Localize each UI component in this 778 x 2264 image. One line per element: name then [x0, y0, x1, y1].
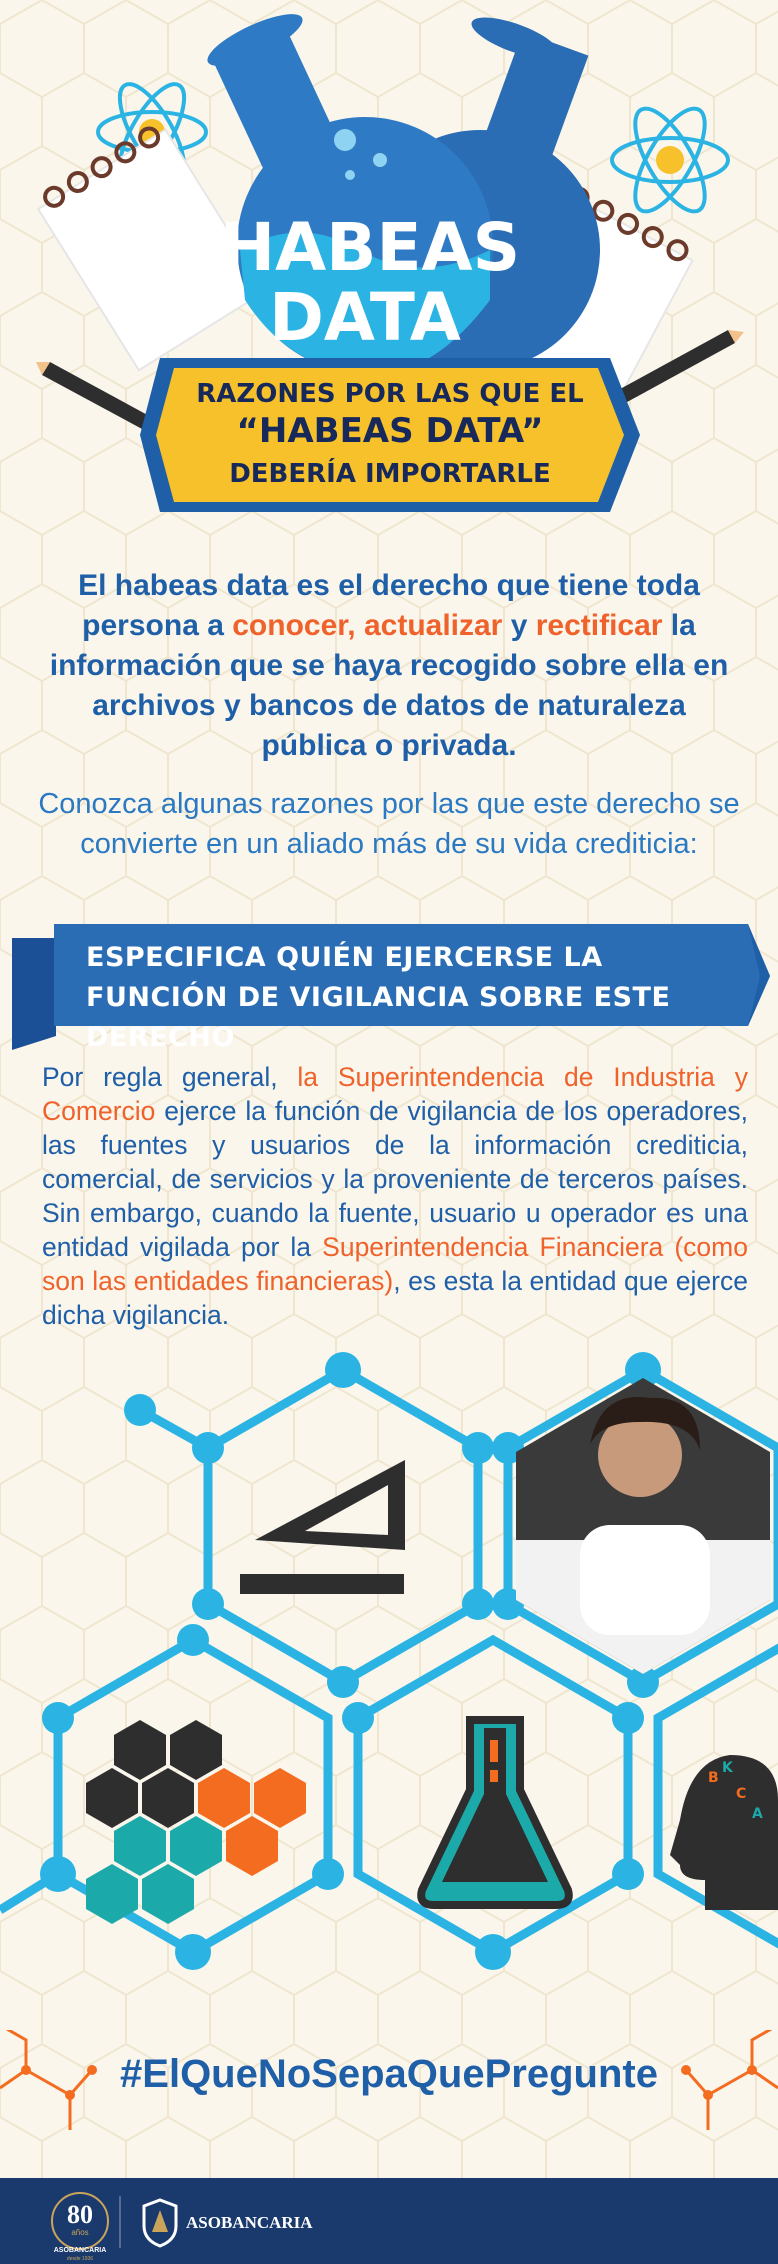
body-highlight2: Superintendencia Financiera (como son las entidades financieras) — [42, 1232, 748, 1296]
hero-title-line1: HABEAS — [219, 209, 521, 286]
intro-paragraph — [40, 566, 738, 766]
ribbon-line3: DEBERÍA IMPORTARLE — [229, 459, 551, 489]
atom-icon — [612, 99, 728, 221]
intro-highlight1: conocer, actualizar — [232, 609, 503, 642]
ribbon-line1: RAZONES POR LAS QUE EL — [196, 379, 584, 409]
anniversary-org: ASOBANCARIA — [53, 2247, 107, 2254]
svg-text:C: C — [736, 1786, 747, 1802]
body-part3: , es esta la entidad que ejerce dicha vigilancia. — [42, 1266, 748, 1330]
intro-secondary-paragraph: Conozca algunas razones por las que este derecho se convierte en un aliado más de su vida crediticia: — [38, 788, 740, 860]
erlenmeyer-flask-icon — [421, 1720, 569, 1905]
footer-brand: ASOBANCARIA — [186, 2213, 313, 2232]
intro-part3: la información que se haya recogido sobre ella en archivos y bancos de datos de naturaleza pública o privada. — [49, 609, 729, 762]
footer-bar — [0, 2178, 778, 2264]
shield-logo-icon — [144, 2200, 176, 2246]
body-part1: Por regla general, — [42, 1062, 298, 1092]
title-ribbon — [140, 358, 640, 512]
campaign-hashtag: #ElQueNoSepaQuePregunte — [120, 2052, 658, 2096]
hero-illustration — [0, 0, 778, 540]
intro-highlight2: rectificar — [535, 609, 663, 642]
scientist-photo — [500, 1370, 778, 1690]
intro-part2: y — [502, 609, 536, 642]
hero-title-line2: DATA — [269, 279, 461, 356]
svg-text:A: A — [752, 1806, 763, 1822]
body-highlight1: la Superintendencia de Industria y Comercio — [42, 1062, 748, 1126]
svg-text:K: K — [722, 1760, 733, 1776]
greater-equal-icon — [240, 1460, 405, 1594]
ribbon-line2: “HABEAS DATA” — [236, 411, 544, 451]
intro-part1: El habeas data es el derecho que tiene toda persona a — [78, 569, 700, 642]
anniversary-number: 80 — [67, 2200, 93, 2229]
section-banner-title: ESPECIFICA QUIÉN EJERCERSE LA FUNCIÓN DE VIGILANCIA SOBRE ESTE DERECHO — [86, 942, 671, 1053]
section-body-paragraph — [42, 1060, 748, 1332]
hexagon-cluster-icon — [86, 1720, 306, 1924]
anniversary-seal-icon — [52, 2193, 108, 2262]
body-part2: ejerce la función de vigilancia de los operadores, las fuentes y usuarios de la información crediticia, comercial, de servicios y la proveniente de terceros países. Sin embargo, cuando la fuente, usuario u operador es una entidad vigilada por la — [42, 1096, 748, 1262]
hexagon-network-illustration — [0, 1350, 778, 2000]
anniversary-word: años — [71, 2228, 89, 2237]
svg-text:B: B — [708, 1770, 719, 1786]
anniversary-since: desde 1936 — [66, 2256, 94, 2262]
